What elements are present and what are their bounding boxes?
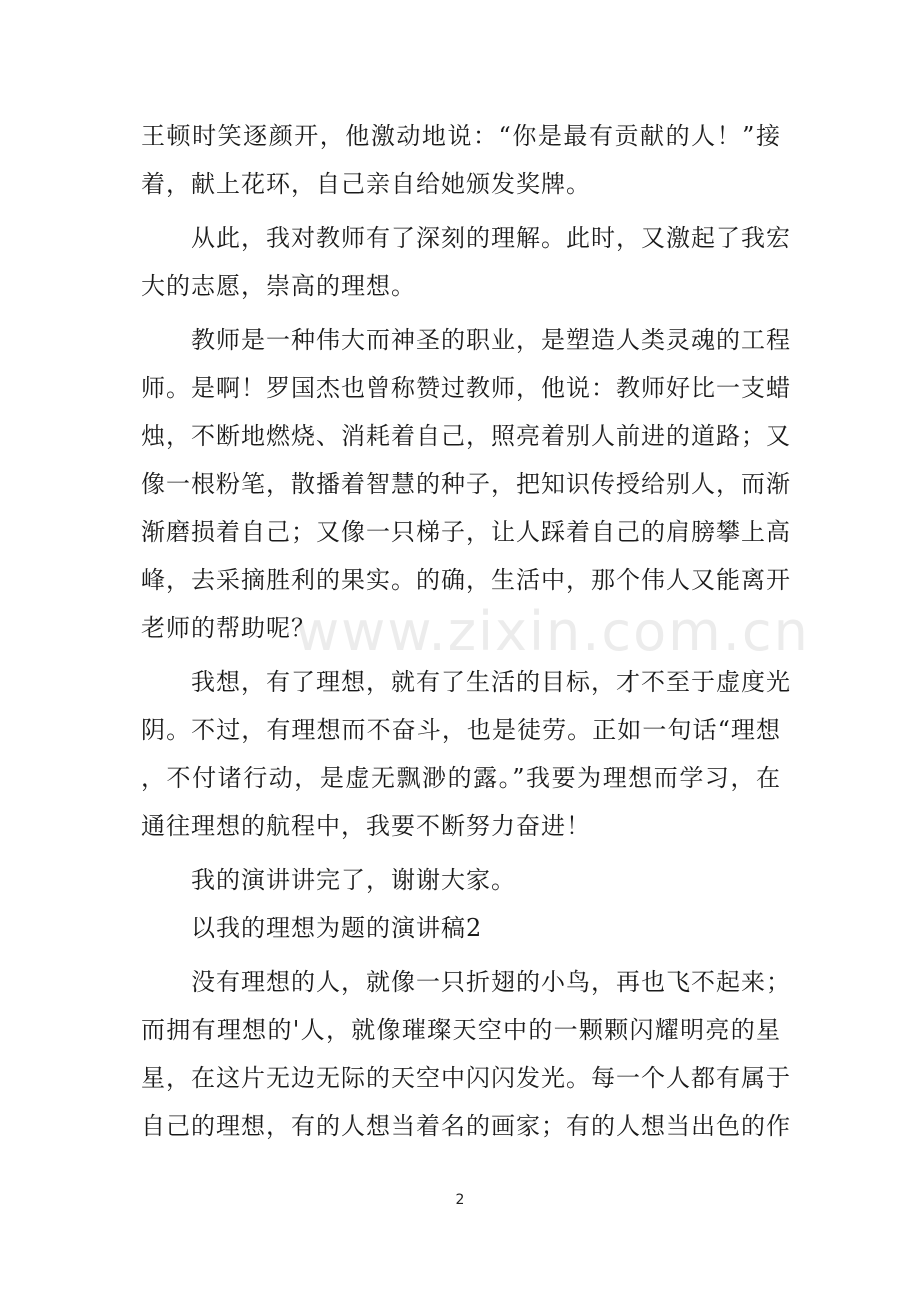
section-title <box>141 904 781 952</box>
document-body <box>141 112 791 1150</box>
text-line: 老师的帮助呢？ <box>141 614 316 642</box>
text-line: 峰，去采摘胜利的果实。的确，生活中，那个伟人又能离开 <box>141 566 791 594</box>
text-line: 大的志愿，崇高的理想。 <box>141 272 416 300</box>
text-line: ，不付诸行动，是虚无飘渺的露。”我要为理想而学习，在 <box>141 764 781 792</box>
text-line: 没有理想的人，就像一只折翅的小鸟，再也飞不起来； <box>191 968 791 996</box>
paragraph <box>141 958 791 1150</box>
paragraph <box>141 658 791 850</box>
paragraph <box>141 856 781 904</box>
paragraph <box>141 316 791 652</box>
text-line: 阴。不过，有理想而不奋斗，也是徒劳。正如一句话“理想 <box>141 716 781 744</box>
text-line: 着，献上花环，自己亲自给她颁发奖牌。 <box>141 170 591 198</box>
page-number: 2 <box>455 1192 465 1208</box>
text-line: 师。是啊！罗国杰也曾称赞过教师，他说：教师好比一支蜡 <box>141 374 791 402</box>
watermark: www.zixin.com.cn <box>295 600 810 663</box>
text-line: 自己的理想，有的人想当着名的画家；有的人想当出色的作 <box>141 1112 791 1140</box>
text-line: 像一根粉笔，散播着智慧的种子，把知识传授给别人，而渐 <box>141 470 791 498</box>
paragraph <box>141 214 791 310</box>
text-line: 渐磨损着自己；又像一只梯子，让人踩着自己的肩膀攀上高 <box>141 518 791 546</box>
paragraph <box>141 112 781 208</box>
text-line: 烛，不断地燃烧、消耗着自己，照亮着别人前进的道路；又 <box>141 422 791 450</box>
text-line: 我的演讲讲完了，谢谢大家。 <box>191 866 516 894</box>
text-line: 通往理想的航程中，我要不断努力奋进！ <box>141 812 591 840</box>
text-line: 王顿时笑逐颜开，他激动地说：“你是最有贡献的人！”接 <box>141 122 781 150</box>
text-line: 从此，我对教师有了深刻的理解。此时，又激起了我宏 <box>191 224 791 252</box>
text-line: 教师是一种伟大而神圣的职业，是塑造人类灵魂的工程 <box>191 326 791 354</box>
text-line: 星，在这片无边无际的天空中闪闪发光。每一个人都有属于 <box>141 1064 791 1092</box>
text-line: 以我的理想为题的演讲稿2 <box>191 914 483 942</box>
text-line: 而拥有理想的'人，就像璀璨天空中的一颗颗闪耀明亮的星 <box>141 1016 781 1044</box>
text-line: 我想，有了理想，就有了生活的目标，才不至于虚度光 <box>191 668 791 696</box>
